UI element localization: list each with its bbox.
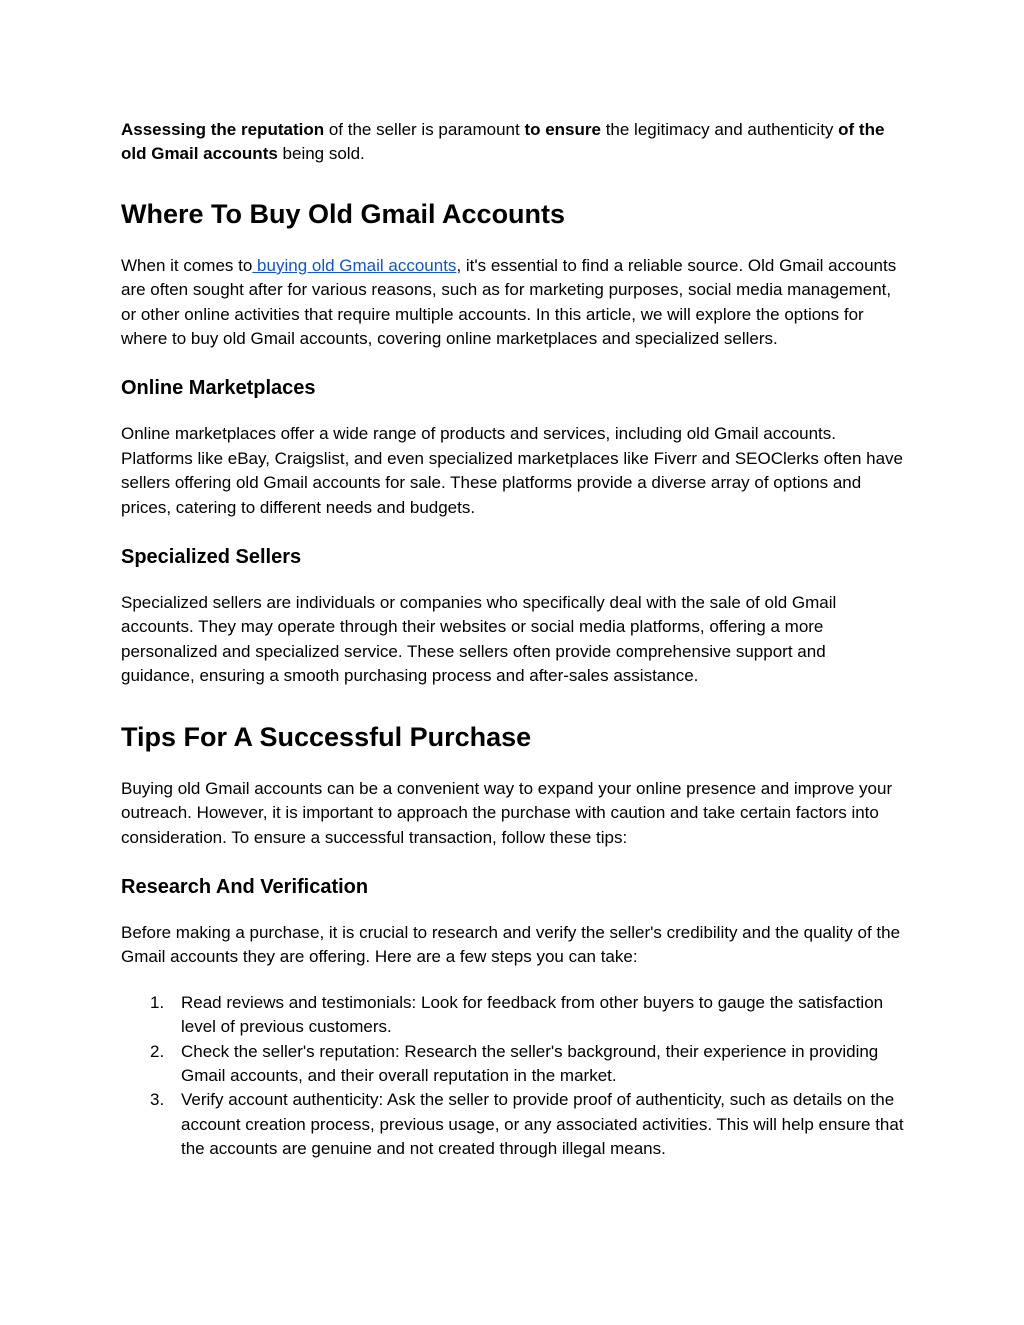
list-item-number: 1. xyxy=(150,992,165,1012)
intro-paragraph xyxy=(121,118,904,167)
where-text-post: , it's essential to find a reliable source. Old Gmail accounts are often sought after for various reasons, such as for marketing purposes, social media management, or other online activities that require multiple accounts. In this article, we will explore the options for where to buy old Gmail accounts, covering online marketplaces and specialized sellers. xyxy=(121,255,897,349)
research-paragraph: Before making a purchase, it is crucial to research and verify the seller's credibility and the quality of the Gmail accounts they are offering. Here are a few steps you can take: xyxy=(121,922,901,967)
intro-bold-2: to ensure xyxy=(524,120,601,139)
tips-paragraph: Buying old Gmail accounts can be a convenient way to expand your online presence and improve your outreach. However, it is important to approach the purchase with caution and take certain factors into consideration. To ensure a successful transaction, follow these tips: xyxy=(121,778,893,847)
heading-research-verification: Research And Verification xyxy=(121,875,369,898)
heading-tips: Tips For A Successful Purchase xyxy=(121,721,532,752)
heading-online-marketplaces: Online Marketplaces xyxy=(121,377,316,400)
list-item-number: 3. xyxy=(150,1090,165,1110)
list-item-text: Read reviews and testimonials: Look for feedback from other buyers to gauge the satisfaction level of previous customers. xyxy=(181,992,884,1037)
list-item-text: Verify account authenticity: Ask the seller to provide proof of authenticity, such as details on the account creation process, previous usage, or any associated activities. This will help ensure that the accounts are genuine and not created through illegal means. xyxy=(181,1090,904,1159)
list-item xyxy=(121,1088,904,1161)
intro-text-1: of the seller is paramount xyxy=(324,120,525,139)
steps-list xyxy=(121,991,904,1162)
list-item xyxy=(121,1040,904,1089)
list-item-number: 2. xyxy=(150,1041,165,1061)
where-text-pre: When it comes to xyxy=(121,255,253,275)
intro-text-3: being sold. xyxy=(277,144,365,164)
buying-old-gmail-accounts-link[interactable]: buying old Gmail accounts xyxy=(252,255,457,275)
list-item xyxy=(121,991,904,1040)
specialized-sellers-paragraph: Specialized sellers are individuals or companies who specifically deal with the sale of old Gmail accounts. They may operate through their websites or social media platforms, offering a more personalized and specialized service. These sellers often provide comprehensive support and guidance, ensuring a smooth purchasing process and after-sales assistance. xyxy=(121,593,837,686)
intro-bold-3: of the old Gmail accounts xyxy=(121,120,885,164)
intro-bold-1: Assessing the reputation xyxy=(121,120,325,139)
where-paragraph xyxy=(121,254,904,352)
intro-text-2: the legitimacy and authenticity xyxy=(600,120,839,139)
heading-where-to-buy: Where To Buy Old Gmail Accounts xyxy=(121,198,566,229)
list-item-text: Check the seller's reputation: Research the seller's background, their experience in providing Gmail accounts, and their overall reputation in the market. xyxy=(181,1041,879,1085)
heading-specialized-sellers: Specialized Sellers xyxy=(121,546,302,569)
online-marketplaces-paragraph: Online marketplaces offer a wide range of products and services, including old Gmail accounts. Platforms like eBay, Craigslist, and even specialized marketplaces like Fiverr and SEOClerks often have sellers offering old Gmail accounts for sale. These platforms provide a diverse array of options and prices, catering to different needs and budgets. xyxy=(121,424,904,517)
